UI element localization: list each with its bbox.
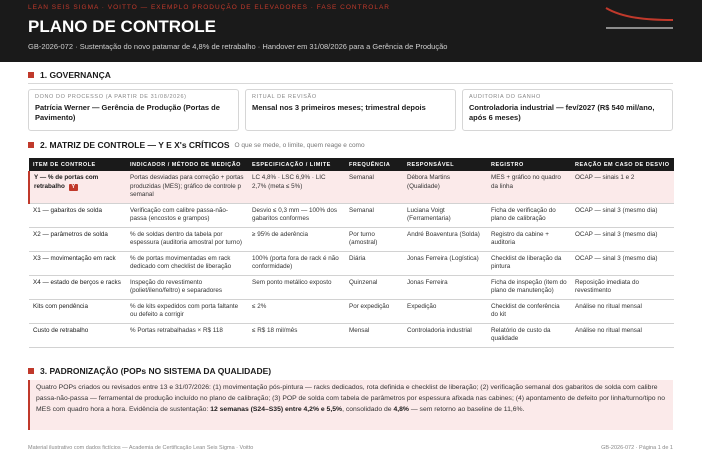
cell-owner: Jonas Ferreira (Logística) xyxy=(403,251,487,275)
cell-spec: ≤ 2% xyxy=(248,299,345,323)
cell-frequency: Diária xyxy=(345,251,403,275)
cell-item: X3 — movimentação em rack xyxy=(29,251,126,275)
cell-spec: ≤ R$ 18 mil/mês xyxy=(248,323,345,347)
cell-owner: Expedição xyxy=(403,299,487,323)
cell-indicator: Verificação com calibre passa-não-passa (encostos e grampos) xyxy=(126,203,248,227)
column-header: ITEM DE CONTROLE xyxy=(29,158,126,171)
cell-owner: Luciana Voigt (Ferramentaria) xyxy=(403,203,487,227)
table-row xyxy=(29,171,674,203)
table-row xyxy=(29,203,674,227)
cell-item xyxy=(29,171,126,203)
cell-indicator: % de portas movimentadas em rack dedicado com checklist de liberação xyxy=(126,251,248,275)
cell-reaction: Análise no ritual mensal xyxy=(571,323,674,347)
table-row xyxy=(29,299,674,323)
cell-record: Registro da cabine + auditoria xyxy=(487,227,571,251)
cell-spec: ≥ 95% de aderência xyxy=(248,227,345,251)
cell-spec: LC 4,8% · LSC 6,9% · LIC 2,7% (meta ≤ 5%) xyxy=(248,171,345,203)
cell-item: X1 — gabaritos de solda xyxy=(29,203,126,227)
cell-indicator: Inspeção do revestimento (poliet/ileno/feltro) e separadores xyxy=(126,275,248,299)
table-row xyxy=(29,275,674,299)
card-label: RITUAL DE REVISÃO xyxy=(252,94,317,100)
header-kicker: LEAN SEIS SIGMA · VOITTO — EXEMPLO PRODUÇÃO DE ELEVADORES · FASE CONTROLAR xyxy=(28,4,390,11)
paragraph-text: Quatro POPs criados ou revisados entre 13 e 31/07/2026: (1) movimentação pós-pintura — racks dedicados, rota definida e checklist de liberação; (2) verificação semanal dos gabaritos de solda com calibre passa-não-passa — ferramental de produção incluído no plano de calibração; (3) POP de solda com tabela de parâmetros por espessura afixada nas cabines; (4) apontamento de defeito por linha/turno/tipo no MES com quadro hora a hora. Evidência de sustentação: xyxy=(36,384,665,413)
cell-spec: Desvio ≤ 0,3 mm — 100% dos gabaritos conformes xyxy=(248,203,345,227)
section-divider xyxy=(28,83,673,84)
cell-item: X4 — estado de berços e racks xyxy=(29,275,126,299)
cell-reaction: Análise no ritual mensal xyxy=(571,299,674,323)
column-header: RESPONSÁVEL xyxy=(403,158,487,171)
table-row xyxy=(29,251,674,275)
cell-indicator: % Portas retrabalhadas × R$ 118 xyxy=(126,323,248,347)
column-header: ESPECIFICAÇÃO / LIMITE xyxy=(248,158,345,171)
cell-reaction: OCAP — sinal 3 (mesmo dia) xyxy=(571,227,674,251)
cell-reaction: Reposição imediata do revestimento xyxy=(571,275,674,299)
section-standardization-heading xyxy=(28,366,271,376)
cell-reaction: OCAP — sinal 3 (mesmo dia) xyxy=(571,251,674,275)
table-header-row xyxy=(29,158,674,171)
cell-record: Relatório de custo da qualidade xyxy=(487,323,571,347)
cell-spec: Sem ponto metálico exposto xyxy=(248,275,345,299)
cell-frequency: Por turno (amostral) xyxy=(345,227,403,251)
page-title: PLANO DE CONTROLE xyxy=(28,17,216,36)
paragraph-text: , consolidado de xyxy=(342,406,394,413)
column-header: FREQUÊNCIA xyxy=(345,158,403,171)
card-value: Controladoria industrial — fev/2027 (R$ 540 mil/ano, após 6 meses) xyxy=(469,103,655,122)
cell-record: MES + gráfico no quadro da linha xyxy=(487,171,571,203)
cell-owner: Controladoria industrial xyxy=(403,323,487,347)
cell-item: X2 — parâmetros de solda xyxy=(29,227,126,251)
cell-indicator: % de soldas dentro da tabela por espessura (auditoria amostral por turno) xyxy=(126,227,248,251)
table-row xyxy=(29,323,674,347)
cell-frequency: Mensal xyxy=(345,323,403,347)
section-title: 3. PADRONIZAÇÃO (POPs NO SISTEMA DA QUALIDADE) xyxy=(40,366,272,376)
column-header: REGISTRO xyxy=(487,158,571,171)
cell-record: Ficha de verificação do plano de calibração xyxy=(487,203,571,227)
cell-record: Checklist de conferência do kit xyxy=(487,299,571,323)
section-title: 1. GOVERNANÇA xyxy=(40,70,111,80)
header-curve-graphic xyxy=(605,4,675,30)
item-label: Y — % de portas com retrabalho xyxy=(34,174,99,190)
card-review-ritual xyxy=(245,89,456,131)
card-process-owner xyxy=(28,89,239,131)
section-marker-icon xyxy=(28,368,34,374)
cell-record: Ficha de inspeção (item do plano de manutenção) xyxy=(487,275,571,299)
control-matrix-table xyxy=(28,158,674,348)
card-label: DONO DO PROCESSO (A PARTIR DE 31/08/2026) xyxy=(35,94,187,100)
section-matrix-heading xyxy=(28,140,365,150)
cell-indicator: % de kits expedidos com porta faltante ou defeito a corrigir xyxy=(126,299,248,323)
cell-frequency: Por expedição xyxy=(345,299,403,323)
cell-item: Custo de retrabalho xyxy=(29,323,126,347)
paragraph-emphasis: 12 semanas (S24–S35) entre 4,2% e 5,5% xyxy=(210,406,343,413)
cell-item: Kits com pendência xyxy=(29,299,126,323)
section-title: 2. MATRIZ DE CONTROLE — Y E X's CRÍTICOS xyxy=(40,140,230,150)
column-header: INDICADOR / MÉTODO DE MEDIÇÃO xyxy=(126,158,248,171)
standardization-paragraph xyxy=(36,382,667,415)
table-row xyxy=(29,227,674,251)
cell-reaction: OCAP — sinal 3 (mesmo dia) xyxy=(571,203,674,227)
cell-record: Checklist de liberação da pintura xyxy=(487,251,571,275)
cell-spec: 100% (porta fora de rack é não conformidade) xyxy=(248,251,345,275)
cell-frequency: Quinzenal xyxy=(345,275,403,299)
y-badge: Y xyxy=(69,184,79,191)
cell-owner: Jonas Ferreira xyxy=(403,275,487,299)
document-header xyxy=(0,0,702,62)
card-value: Mensal nos 3 primeiros meses; trimestral depois xyxy=(252,103,426,112)
standardization-callout xyxy=(28,380,673,430)
section-governance-heading xyxy=(28,70,111,80)
footer-disclaimer: Material ilustrativo com dados fictícios — Academia de Certificação Lean Seis Sigma · Voitto xyxy=(28,445,254,451)
paragraph-text: — sem retorno ao baseline de 11,6%. xyxy=(408,406,525,413)
paragraph-emphasis: 4,8% xyxy=(393,406,409,413)
column-header: REAÇÃO EM CASO DE DESVIO xyxy=(571,158,674,171)
cell-frequency: Semanal xyxy=(345,203,403,227)
footer-page-number: GB-2026-072 · Página 1 de 1 xyxy=(601,445,673,451)
card-value: Patrícia Werner — Gerência de Produção (Portas de Pavimento) xyxy=(35,103,220,122)
cell-reaction: OCAP — sinais 1 e 2 xyxy=(571,171,674,203)
cell-owner: Débora Martins (Qualidade) xyxy=(403,171,487,203)
section-hint: O que se mede, o limite, quem reage e como xyxy=(234,141,365,149)
cell-indicator: Portas desviadas para correção + portas produzidas (MES); gráfico de controle p semanal xyxy=(126,171,248,203)
cell-frequency: Semanal xyxy=(345,171,403,203)
section-marker-icon xyxy=(28,72,34,78)
card-label: AUDITORIA DO GANHO xyxy=(469,94,541,100)
cell-owner: André Boaventura (Solda) xyxy=(403,227,487,251)
section-marker-icon xyxy=(28,142,34,148)
page-subtitle: GB-2026-072 · Sustentação do novo patamar de 4,8% de retrabalho · Handover em 31/08/2026 para a Gerência de Produção xyxy=(28,42,448,51)
card-gain-audit xyxy=(462,89,673,131)
governance-cards xyxy=(28,89,673,131)
